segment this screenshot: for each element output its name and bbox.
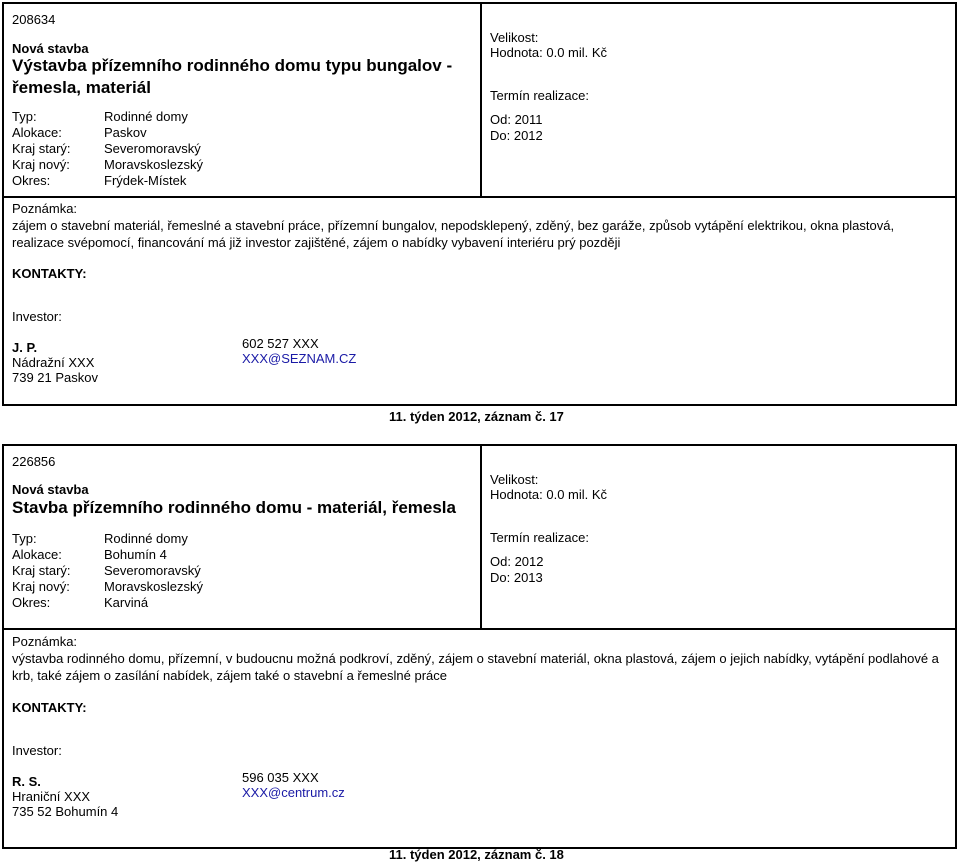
note-label: Poznámka: [12, 634, 78, 649]
size-label: Velikost: [490, 30, 539, 45]
row-divider [4, 196, 955, 198]
record-status: Nová stavba [12, 41, 89, 56]
size-label: Velikost: [490, 472, 539, 487]
investor-label: Investor: [12, 743, 62, 758]
field-row-alokace: Alokace: Bohumín 4 [12, 547, 167, 562]
investor-name: J. P. [12, 340, 38, 355]
record-footer: 11. týden 2012, záznam č. 18 [389, 847, 564, 862]
investor-phone: 602 527 XXX [242, 336, 319, 351]
investor-city: 735 52 Bohumín 4 [12, 804, 119, 819]
field-list [12, 531, 203, 611]
investor-email[interactable]: XXX@SEZNAM.CZ [242, 351, 357, 366]
field-row-kraj-novy: Kraj nový: Moravskoslezský [12, 579, 203, 594]
column-divider [480, 4, 482, 196]
investor-street: Nádražní XXX [12, 355, 95, 370]
field-list [12, 109, 203, 189]
size-value: Hodnota: 0.0 mil. Kč [490, 45, 608, 60]
field-row-okres: Okres: Karviná [12, 595, 149, 610]
field-row-kraj-novy: Kraj nový: Moravskoslezský [12, 157, 203, 172]
investor-label: Investor: [12, 309, 62, 324]
field-row-kraj-stary: Kraj starý: Severomoravský [12, 563, 201, 578]
term-to: Do: 2012 [490, 128, 543, 143]
record-title-line1: Stavba přízemního rodinného domu - materiál, řemesla [12, 498, 456, 517]
field-row-typ: Typ: Rodinné domy [12, 531, 188, 546]
term-label: Termín realizace: [490, 88, 589, 103]
record-id: 208634 [12, 12, 56, 27]
contacts-label: KONTAKTY: [12, 266, 87, 281]
field-row-kraj-stary: Kraj starý: Severomoravský [12, 141, 201, 156]
investor-city: 739 21 Paskov [12, 370, 99, 385]
note-text: výstavba rodinného domu, přízemní, v budoucnu možná podkroví, zděný, zájem o stavební materiál, okna plastová, zájem o jejich nabídky, vytápění podlahové a krb, také zájem o zasílání nabídek, zájem také o stavební a řemeslné práce [12, 651, 939, 683]
investor-phone: 596 035 XXX [242, 770, 319, 785]
investor-street: Hraniční XXX [12, 789, 91, 804]
row-divider [4, 628, 955, 630]
field-row-okres: Okres: Frýdek-Místek [12, 173, 187, 188]
field-row-typ: Typ: Rodinné domy [12, 109, 188, 124]
record-card [2, 2, 957, 406]
note-text: zájem o stavební materiál, řemeslné a stavební práce, přízemní bungalov, nepodsklepený, zděný, bez garáže, způsob vytápění elektrikou, okna plastová, realizace svépomocí, financování má již investor zajištěné, zájem o nabídky vybavení interiéru prý později [12, 218, 895, 250]
record-card [2, 444, 957, 849]
term-from: Od: 2012 [490, 554, 544, 569]
record-footer: 11. týden 2012, záznam č. 17 [389, 409, 564, 424]
investor-email[interactable]: XXX@centrum.cz [242, 785, 345, 800]
record-title-line1: Výstavba přízemního rodinného domu typu bungalov - [12, 56, 453, 75]
field-row-alokace: Alokace: Paskov [12, 125, 147, 140]
contacts-label: KONTAKTY: [12, 700, 87, 715]
note-label: Poznámka: [12, 201, 78, 216]
term-to: Do: 2013 [490, 570, 543, 585]
record-id: 226856 [12, 454, 56, 469]
term-from: Od: 2011 [490, 112, 543, 127]
size-value: Hodnota: 0.0 mil. Kč [490, 487, 608, 502]
term-label: Termín realizace: [490, 530, 589, 545]
record-status: Nová stavba [12, 482, 89, 497]
column-divider [480, 446, 482, 628]
investor-name: R. S. [12, 774, 41, 789]
record-title-line2: řemesla, materiál [12, 78, 151, 97]
